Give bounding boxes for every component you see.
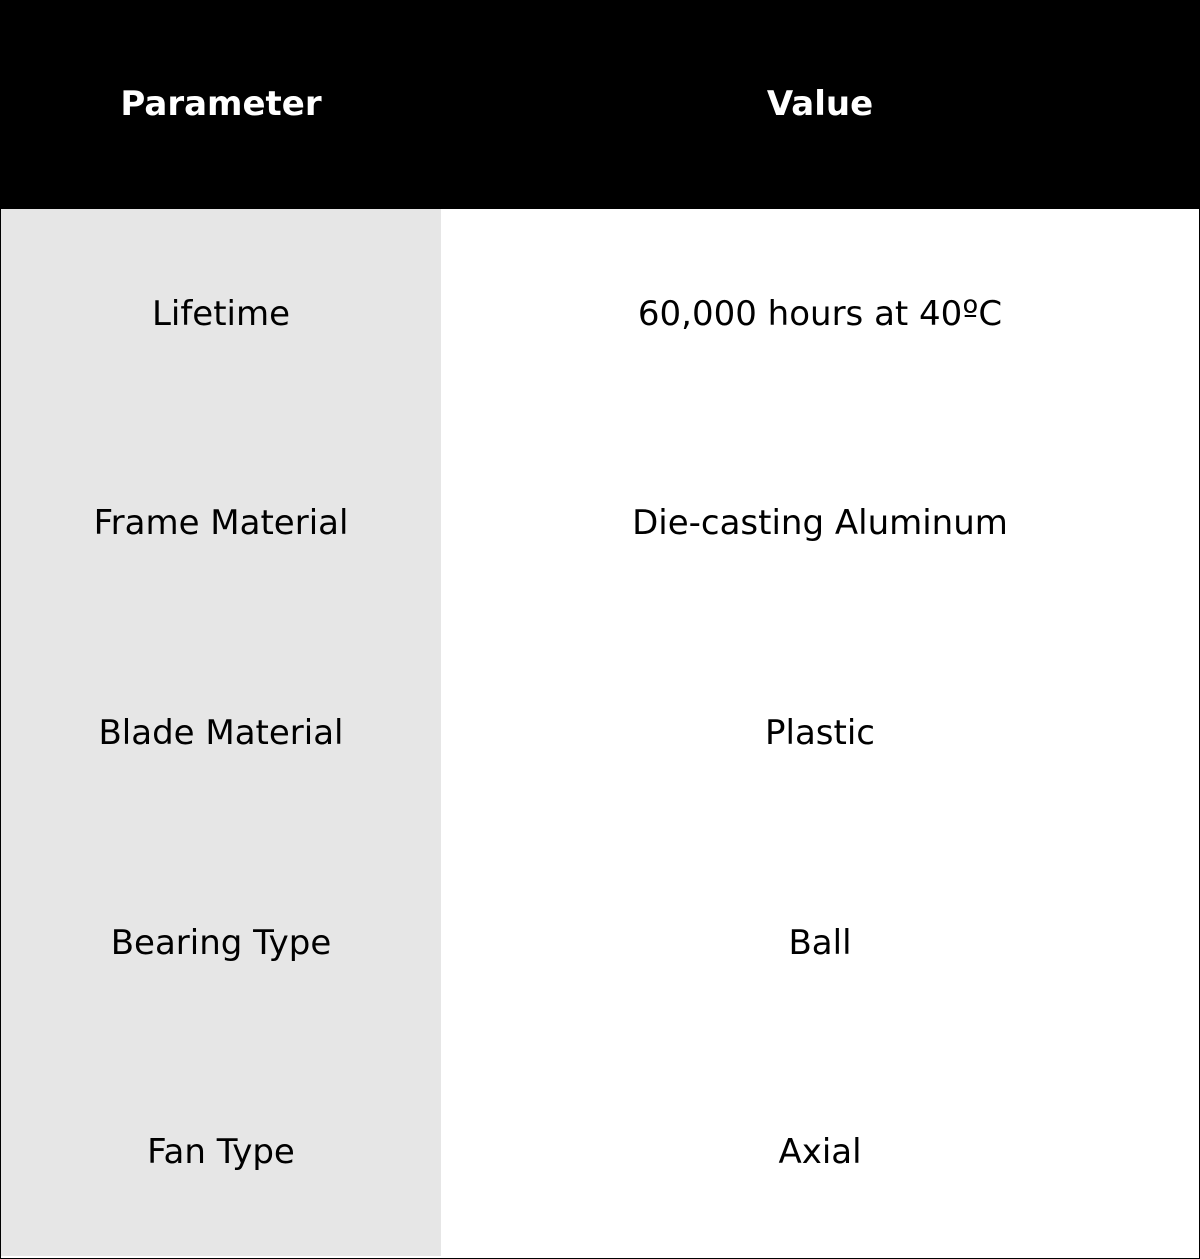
table-header-row [1, 1, 1199, 209]
parameter-cell: Bearing Type [1, 838, 441, 1048]
table-row [1, 1047, 1199, 1256]
table-row [1, 209, 1199, 419]
parameter-cell: Fan Type [1, 1047, 441, 1256]
value-cell: Die-casting Aluminum [441, 419, 1199, 629]
header-parameter: Parameter [120, 84, 322, 124]
header-value: Value [766, 84, 874, 124]
table-row [1, 419, 1199, 629]
table-row [1, 838, 1199, 1048]
table-row [1, 628, 1199, 838]
value-cell: 60,000 hours at 40ºC [441, 209, 1199, 419]
value-cell: Plastic [441, 628, 1199, 838]
parameter-cell: Blade Material [1, 628, 441, 838]
parameter-cell: Lifetime [1, 209, 441, 419]
value-cell: Ball [441, 838, 1199, 1048]
parameter-cell: Frame Material [1, 419, 441, 629]
value-cell: Axial [441, 1047, 1199, 1256]
